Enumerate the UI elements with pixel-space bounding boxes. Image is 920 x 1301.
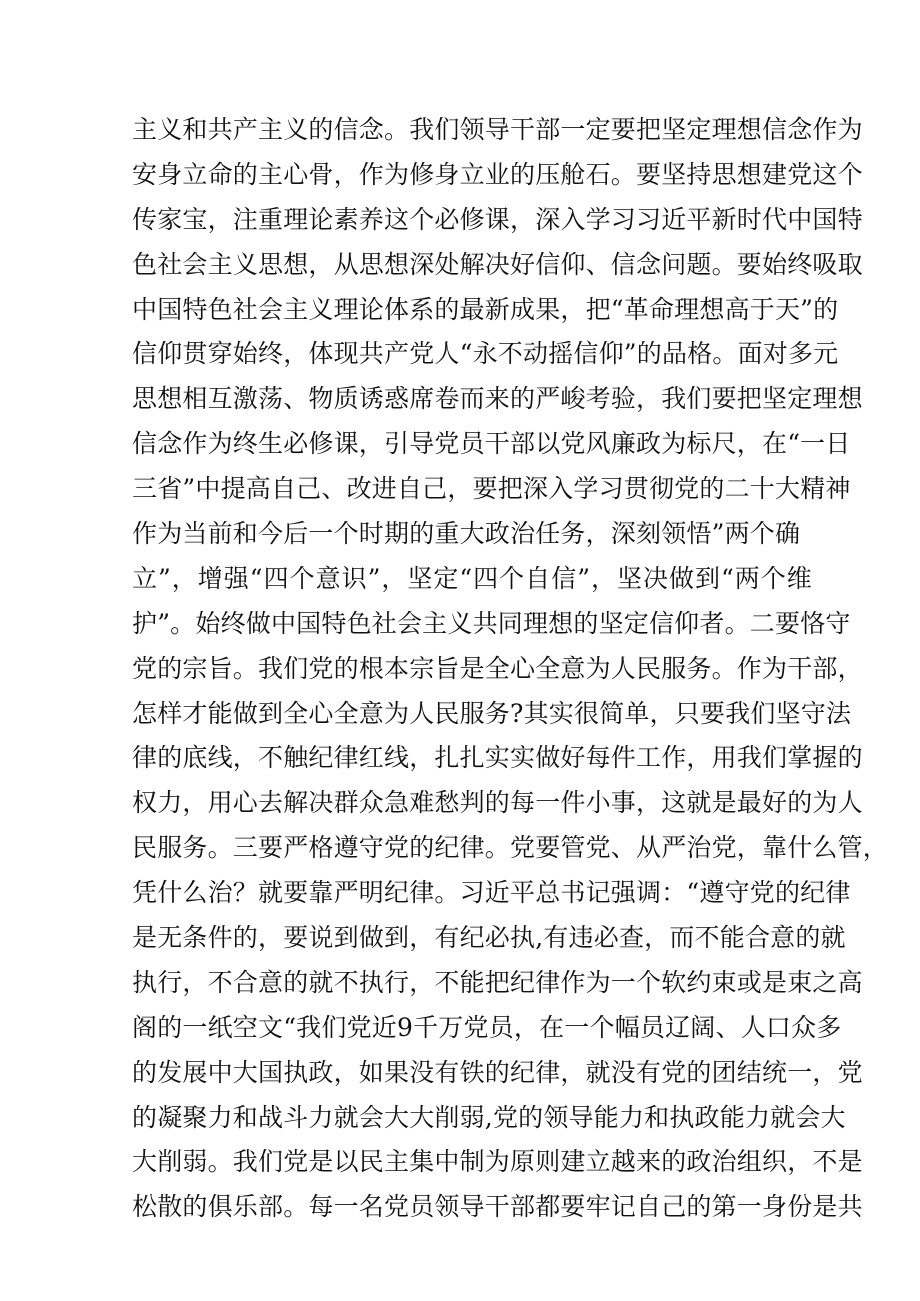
text-line-15: 律的底线，不触纪律红线，扎扎实实做好每件工作，用我们掌握的 (132, 743, 863, 773)
text-line-25: 松散的俱乐部。每一名党员领导干部都要牢记自己的第一身份是共 (132, 1192, 863, 1222)
text-line-13: 党的宗旨。我们党的根本宗旨是全心全意为人民服务。作为干部， (132, 653, 863, 683)
text-line-4: 色社会主义思想，从思想深处解决好信仰、信念问题。要始终吸取 (132, 249, 863, 279)
text-line-16: 权力，用心去解决群众急难愁判的每一件小事，这就是最好的为人 (132, 788, 863, 818)
text-line-10: 作为当前和今后一个时期的重大政治任务，深刻领悟”两个确 (132, 519, 801, 549)
text-line-22: 的发展中大国执政，如果没有铁的纪律，就没有党的团结统一，党 (132, 1057, 863, 1087)
text-line-21: 阁的一纸空文“我们党近9千万党员，在一个幅员辽阔、人口众多 (132, 1012, 842, 1042)
text-line-6: 信仰贯穿始终，体现共产党人“永不动摇信仰”的品格。面对多元 (132, 339, 839, 369)
text-line-23: 的凝聚力和战斗力就会大大削弱,党的领导能力和执政能力就会大 (132, 1102, 846, 1132)
text-line-11: 立”，增强“四个意识”，坚定“四个自信”，坚决做到“两个维 (132, 563, 812, 593)
text-line-8: 信念作为终生必修课，引导党员干部以党风廉政为标尺，在“一日 (132, 429, 851, 459)
text-line-7: 思想相互激荡、物质诱惑席卷而来的严峻考验，我们要把坚定理想 (132, 384, 863, 414)
text-line-3: 传家宝，注重理论素养这个必修课，深入学习习近平新时代中国特 (132, 204, 863, 234)
text-line-9: 三省”中提高自己、改进自己，要把深入学习贯彻党的二十大精神 (132, 474, 851, 504)
text-line-24: 大削弱。我们党是以民主集中制为原则建立越来的政治组织，不是 (132, 1147, 863, 1177)
text-line-1: 主义和共产主义的信念。我们领导干部一定要把坚定理想信念作为 (132, 115, 863, 144)
text-line-12: 护”。始终做中国特色社会主义共同理想的坚定信仰者。二要恪守 (132, 608, 851, 638)
text-line-19: 是无条件的，要说到做到，有纪必执,有违必查，而不能合意的就 (132, 923, 846, 953)
text-line-17: 民服务。三要严格遵守党的纪律。党要管党、从严治党，靠什么管， (132, 833, 889, 863)
body-text (132, 108, 889, 1230)
text-line-20: 执行，不合意的就不执行，不能把纪律作为一个软约束或是束之高 (132, 967, 863, 997)
text-line-5: 中国特色社会主义理论体系的最新成果，把“革命理想高于天”的 (132, 294, 839, 324)
text-line-14: 怎样才能做到全心全意为人民服务?其实很简单，只要我们坚守法 (132, 698, 852, 728)
text-line-2: 安身立命的主心骨，作为修身立业的压舱石。要坚持思想建党这个 (132, 159, 863, 189)
text-line-18: 凭什么治？就要靠严明纪律。习近平总书记强调：“遵守党的纪律 (132, 878, 851, 908)
